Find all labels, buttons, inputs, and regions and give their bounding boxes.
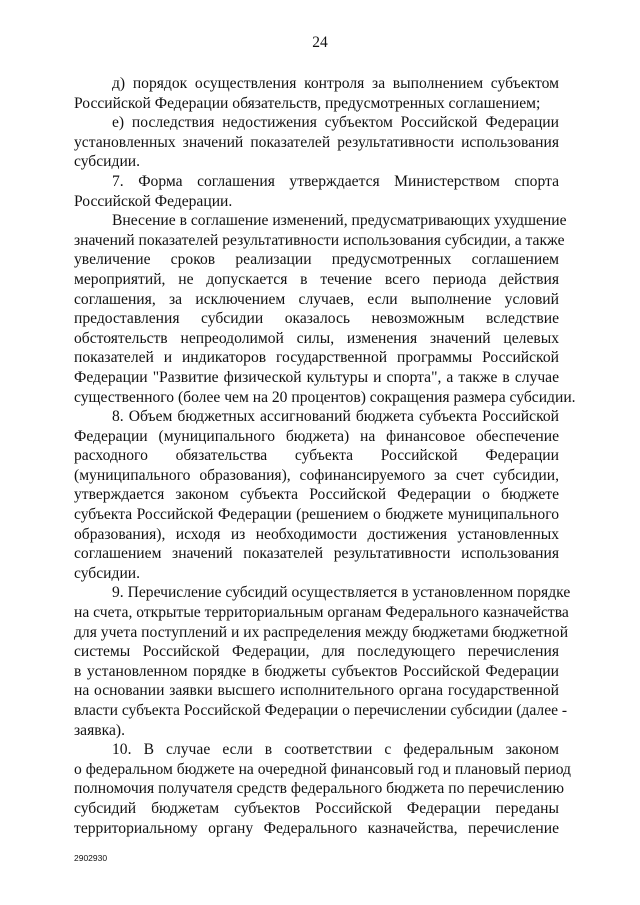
- text-line: для учета поступлений и их распределения между бюджетами бюджетной: [74, 623, 569, 641]
- text-line: на счета, открытые территориальным органам Федерального казначейства: [74, 604, 569, 622]
- text-line: установленных значений показателей результативности использования: [74, 133, 559, 151]
- text-line: мероприятий, не допускается в течение всего периода действия: [74, 270, 559, 288]
- text-line: Российской Федерации.: [74, 192, 233, 210]
- text-line: о федеральном бюджете на очередной финансовый год и плановый период: [74, 760, 571, 778]
- text-line: субсидии.: [74, 153, 141, 171]
- text-line: показателей и индикаторов государственной программы Российской: [74, 349, 559, 367]
- body-text: [74, 74, 576, 838]
- text-line: образования), исходя из необходимости достижения установленных: [74, 525, 559, 543]
- text-line: соглашения, за исключением случаев, если выполнение условий: [74, 290, 559, 308]
- text-line: на основании заявки высшего исполнительного органа государственной: [74, 682, 559, 700]
- text-line: территориальному органу Федерального казначейства, перечисление: [74, 819, 559, 837]
- text-line: полномочия получателя средств федерального бюджета по перечислению: [74, 780, 565, 798]
- text-line: системы Российской Федерации, для последующего перечисления: [74, 643, 559, 661]
- text-line: субсидий бюджетам субъектов Российской Федерации переданы: [74, 799, 559, 817]
- text-line: Федерации "Развитие физической культуры и спорта", а также в случае: [74, 368, 559, 386]
- text-line: субъекта Российской Федерации (решением о бюджете муниципального: [74, 506, 559, 524]
- text-line: предоставления субсидии оказалось невозможным вследствие: [74, 310, 559, 328]
- text-line: 9. Перечисление субсидий осуществляется в установленном порядке: [112, 584, 571, 602]
- text-line: д) порядок осуществления контроля за выполнением субъектом: [112, 75, 559, 92]
- text-line: значений показателей результативности использования субсидии, а также: [74, 231, 565, 249]
- text-line: заявка).: [74, 721, 125, 739]
- text-line: увеличение сроков реализации предусмотренных соглашением: [74, 251, 559, 269]
- text-line: субсидии.: [74, 564, 141, 582]
- text-line: (муниципального образования), софинансируемого за счет субсидии,: [74, 466, 559, 484]
- text-line: существенного (более чем на 20 процентов) сокращения размера субсидии.: [74, 388, 576, 406]
- text-line: 10. В случае если в соответствии с федеральным законом: [112, 741, 559, 759]
- text-line: 8. Объем бюджетных ассигнований бюджета субъекта Российской: [112, 408, 559, 426]
- text-line: в установленном порядке в бюджеты субъектов Российской Федерации: [74, 662, 559, 680]
- text-line: Внесение в соглашение изменений, предусматривающих ухудшение: [112, 212, 567, 230]
- page-number: 24: [312, 34, 328, 51]
- text-line: соглашением значений показателей результативности использования: [74, 545, 559, 563]
- text-line: Федерации (муниципального бюджета) на финансовое обеспечение: [74, 427, 559, 445]
- text-line: обстоятельств непреодолимой силы, изменения значений целевых: [74, 329, 559, 347]
- document-id: 2902930: [74, 853, 108, 863]
- text-line: утверждается законом субъекта Российской Федерации о бюджете: [74, 486, 559, 504]
- text-line: расходного обязательства субъекта Российской Федерации: [74, 447, 559, 465]
- text-line: Российской Федерации обязательств, предусмотренных соглашением;: [74, 94, 541, 112]
- text-line: власти субъекта Российской Федерации о перечислении субсидии (далее -: [74, 702, 568, 719]
- text-line: 7. Форма соглашения утверждается Министерством спорта: [112, 172, 559, 190]
- text-line: е) последствия недостижения субъектом Российской Федерации: [112, 114, 559, 132]
